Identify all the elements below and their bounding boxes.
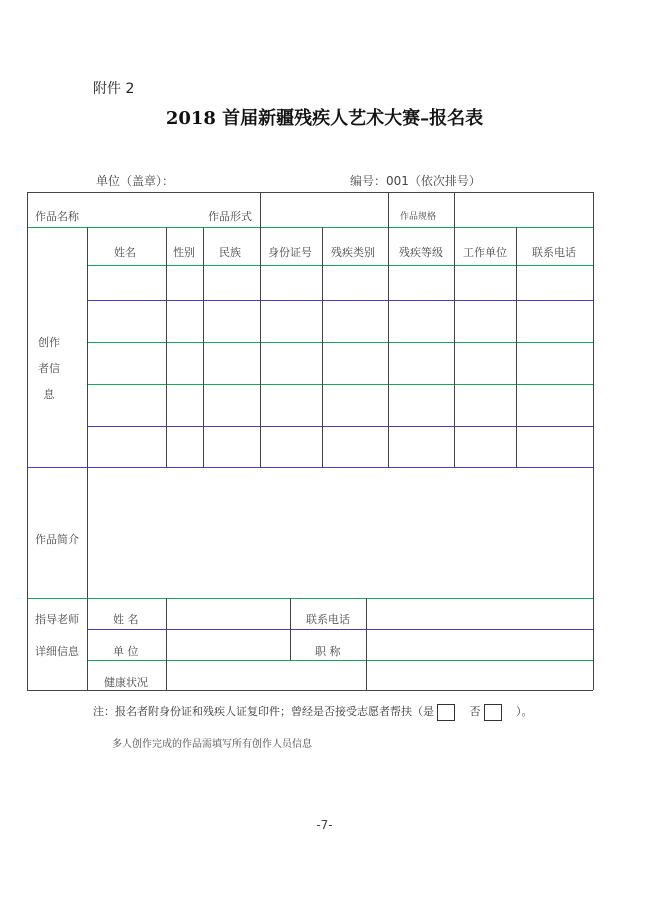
col-line <box>322 227 323 467</box>
teacher-label: 指导老师 <box>35 613 79 626</box>
row-line <box>87 660 593 661</box>
table-border-right <box>593 192 594 690</box>
health-status-label: 健康状况 <box>104 676 148 689</box>
attachment-label: 附件 2 <box>93 81 135 97</box>
col-header-id-number: 身份证号 <box>268 246 312 259</box>
teacher-unit-label: 单 位 <box>113 645 139 658</box>
col-header-gender: 性别 <box>173 246 195 259</box>
col-header-disability-level: 残疾等级 <box>399 246 443 259</box>
col-line <box>260 192 261 467</box>
row-line <box>27 467 593 468</box>
teacher-name-label: 姓 名 <box>113 613 139 626</box>
page-title: 2018 首届新疆残疾人艺术大赛–报名表 <box>165 108 484 129</box>
work-name-label: 作品名称 <box>35 210 79 223</box>
col-line <box>203 227 204 467</box>
no-checkbox[interactable] <box>484 704 502 721</box>
work-size-label: 作品规格 <box>400 212 437 222</box>
col-header-work-unit: 工作单位 <box>463 246 507 259</box>
unit-stamp-label: 单位（盖章）： <box>96 174 175 188</box>
footnote-multi-creator: 多人创作完成的作品需填写所有创作人员信息 <box>112 739 312 750</box>
row-line <box>87 629 593 630</box>
col-line <box>454 192 455 467</box>
row-line <box>87 300 593 301</box>
footnote <box>93 703 533 721</box>
col-line <box>166 227 167 467</box>
col-line <box>166 598 167 690</box>
row-line <box>87 426 593 427</box>
teacher-phone-label: 联系电话 <box>306 613 350 626</box>
col-header-ethnicity: 民族 <box>219 246 241 259</box>
col-header-phone: 联系电话 <box>532 246 576 259</box>
creator-info-label: 创作者信息 <box>38 336 60 401</box>
table-border-top <box>27 192 593 193</box>
col-line <box>388 192 389 467</box>
row-line <box>27 598 593 599</box>
col-header-name: 姓名 <box>114 246 136 259</box>
work-form-label: 作品形式 <box>208 210 252 223</box>
footnote-no-label: 否 <box>469 705 481 718</box>
col-line <box>87 227 88 690</box>
table-border-left <box>27 192 28 690</box>
teacher-detail-label: 详细信息 <box>35 645 79 658</box>
footnote-suffix: ）。 <box>516 705 533 718</box>
page-number: -7- <box>316 818 333 832</box>
work-intro-label: 作品简介 <box>35 533 79 546</box>
col-line <box>366 598 367 690</box>
col-header-disability-type: 残疾类别 <box>331 246 375 259</box>
yes-checkbox[interactable] <box>437 704 455 721</box>
col-line <box>516 227 517 467</box>
row-line <box>87 384 593 385</box>
row-line <box>27 227 593 228</box>
row-line <box>87 265 593 266</box>
serial-number: 编号：001（依次排号） <box>350 174 481 188</box>
footnote-text: 注：报名者附身份证和残疾人证复印件；曾经是否接受志愿者帮扶（是 <box>93 705 434 718</box>
col-line <box>290 598 291 660</box>
row-line <box>87 342 593 343</box>
teacher-title-label: 职 称 <box>315 645 341 658</box>
table-border-bottom <box>27 690 593 691</box>
